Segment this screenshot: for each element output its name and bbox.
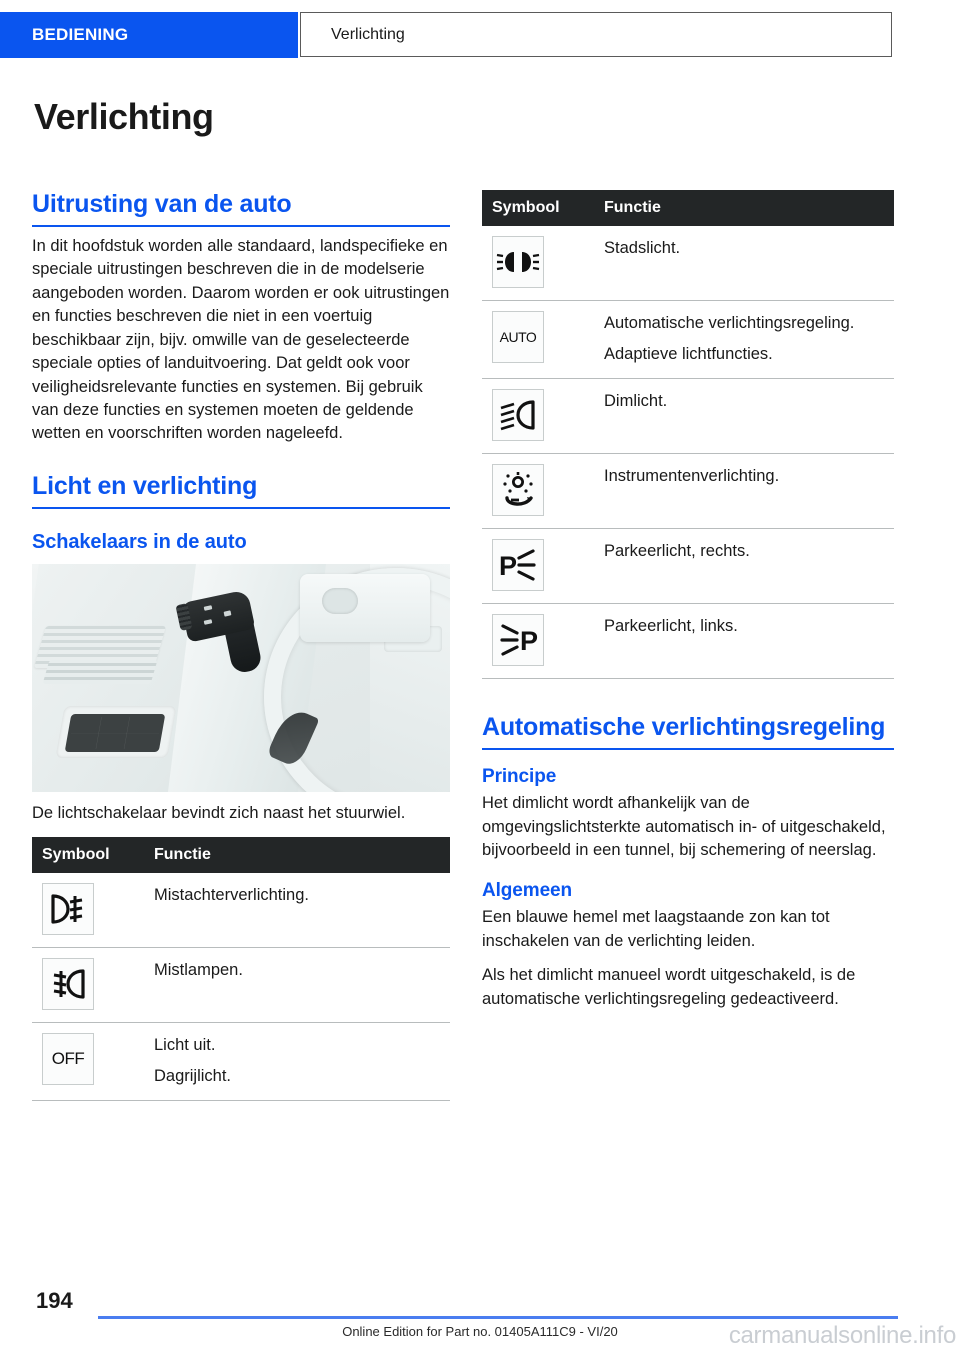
paragraph-uitrusting: In dit hoofdstuk worden alle standaard, landspecifieke en speciale uitrustingen beschreven die in de modelserie aangeboden worden. Daarom worden er ook uitrustingen en functies beschreven die niet in een voertuig beschikbaar zijn, bijv. omwille van de geselecteerde speciale opties of landuitvoering. Dat geldt ook voor veiligheidsrelevante functies en systemen. Bij gebruik van deze functies en systemen moeten de geldende wetten en voorschriften worden nageleefd. xyxy=(32,237,450,443)
function-cell xyxy=(596,301,894,379)
function-text: Mistachterverlichting. xyxy=(154,886,309,905)
page-title: Verlichting xyxy=(34,96,214,137)
function-cell xyxy=(596,454,894,529)
function-cell xyxy=(146,873,450,948)
table-row xyxy=(32,948,450,1023)
symbol-cell xyxy=(482,604,596,679)
table-row xyxy=(482,454,894,529)
table-row xyxy=(32,1023,450,1101)
instrument-lighting-icon xyxy=(492,464,544,516)
footer-edition-note: Online Edition for Part no. 01405A111C9 - VI/20 xyxy=(342,1324,618,1339)
right-column xyxy=(482,190,894,1022)
function-text: Parkeerlicht, links. xyxy=(604,617,738,636)
paragraph-algemeen-2: Als het dimlicht manueel wordt uitgeschakeld, is de automatische verlichtingsregeling gedeactiveerd. xyxy=(482,966,856,1008)
paragraph-algemeen-1: Een blauwe hemel met laagstaande zon kan tot inschakelen van de verlichting leiden. xyxy=(482,908,830,950)
function-cell xyxy=(596,529,894,604)
function-cell xyxy=(596,226,894,301)
page-footer xyxy=(0,1252,960,1362)
subheading-principe: Principe xyxy=(482,766,557,788)
table-row xyxy=(482,379,894,454)
function-text: Dimlicht. xyxy=(604,392,668,411)
svg-text:P: P xyxy=(520,626,539,657)
function-cell xyxy=(596,604,894,679)
function-text: Licht uit. xyxy=(154,1036,216,1055)
page-number: 194 xyxy=(36,1288,73,1313)
switch-panel-buttons xyxy=(65,714,166,752)
svg-text:P: P xyxy=(499,551,518,582)
function-cell xyxy=(596,379,894,454)
symbol-cell xyxy=(32,948,146,1023)
header-section-label: BEDIENING xyxy=(32,25,129,44)
front-fog-light-icon xyxy=(42,958,94,1010)
subheading-schakelaars: Schakelaars in de auto xyxy=(32,530,247,553)
left-column xyxy=(32,190,450,1101)
side-light-icon xyxy=(492,236,544,288)
symbol-cell xyxy=(32,873,146,948)
right-symbol-table xyxy=(482,190,894,679)
footer-divider xyxy=(98,1316,898,1319)
left-symbol-table xyxy=(32,837,450,1101)
symbol-cell xyxy=(32,1023,146,1101)
parking-light-left-icon xyxy=(492,614,544,666)
steering-wheel-button xyxy=(322,588,358,614)
header-section-tab xyxy=(0,12,298,58)
function-cell xyxy=(146,1023,450,1101)
table-row xyxy=(482,604,894,679)
function-text: Stadslicht. xyxy=(604,239,681,257)
heading-licht-en-verlichting: Licht en verlichting xyxy=(32,472,450,509)
function-text: Adaptieve lichtfuncties. xyxy=(604,345,773,364)
heading-uitrusting: Uitrusting van de auto xyxy=(32,190,450,227)
car-interior-light-stalk-photo xyxy=(32,564,450,792)
header-chapter-box xyxy=(300,12,892,57)
column-header-functie: Functie xyxy=(146,837,450,873)
function-text: Instrumentenverlichting. xyxy=(604,467,780,486)
symbol-cell xyxy=(482,529,596,604)
paragraph-principe: Het dimlicht wordt afhankelijk van de omgevingslichtsterkte automatisch in- of uitgeschakeld, bijvoorbeeld in een tunnel, bij schemering of neerslag. xyxy=(482,794,886,859)
column-header-symbool: Symbool xyxy=(482,190,596,226)
header-chapter-label: Verlichting xyxy=(331,25,405,43)
dipped-beam-icon xyxy=(492,389,544,441)
symbol-cell xyxy=(482,379,596,454)
site-watermark: carmanualsonline.info xyxy=(728,1322,956,1349)
table-row xyxy=(482,226,894,301)
steering-wheel-spoke xyxy=(300,574,430,642)
page-header xyxy=(0,12,960,58)
table-row xyxy=(32,873,450,948)
heading-automatische-verlichtingsregeling: Automatische verlichtingsregeling xyxy=(482,713,894,750)
photo-caption: De lichtschakelaar bevindt zich naast het stuurwiel. xyxy=(32,803,406,822)
subheading-algemeen: Algemeen xyxy=(482,880,573,902)
function-text: Automatische verlichtingsregeling. xyxy=(604,314,855,332)
auto-text-icon xyxy=(492,311,544,363)
table-row xyxy=(482,529,894,604)
function-text: Mistlampen. xyxy=(154,961,243,980)
symbol-cell xyxy=(482,226,596,301)
table-header-row xyxy=(482,190,894,226)
off-label: OFF xyxy=(51,1049,85,1069)
air-vent-lower xyxy=(43,660,158,684)
off-text-icon xyxy=(42,1033,94,1085)
parking-light-right-icon xyxy=(492,539,544,591)
symbol-cell xyxy=(482,454,596,529)
column-header-functie: Functie xyxy=(596,190,894,226)
table-header-row xyxy=(32,837,450,873)
function-text: Parkeerlicht, rechts. xyxy=(604,542,750,561)
rear-fog-light-icon xyxy=(42,883,94,935)
function-cell xyxy=(146,948,450,1023)
function-text: Dagrijlicht. xyxy=(154,1067,232,1086)
symbol-cell xyxy=(482,301,596,379)
table-row xyxy=(482,301,894,379)
auto-label: AUTO xyxy=(499,329,537,345)
column-header-symbool: Symbool xyxy=(32,837,146,873)
